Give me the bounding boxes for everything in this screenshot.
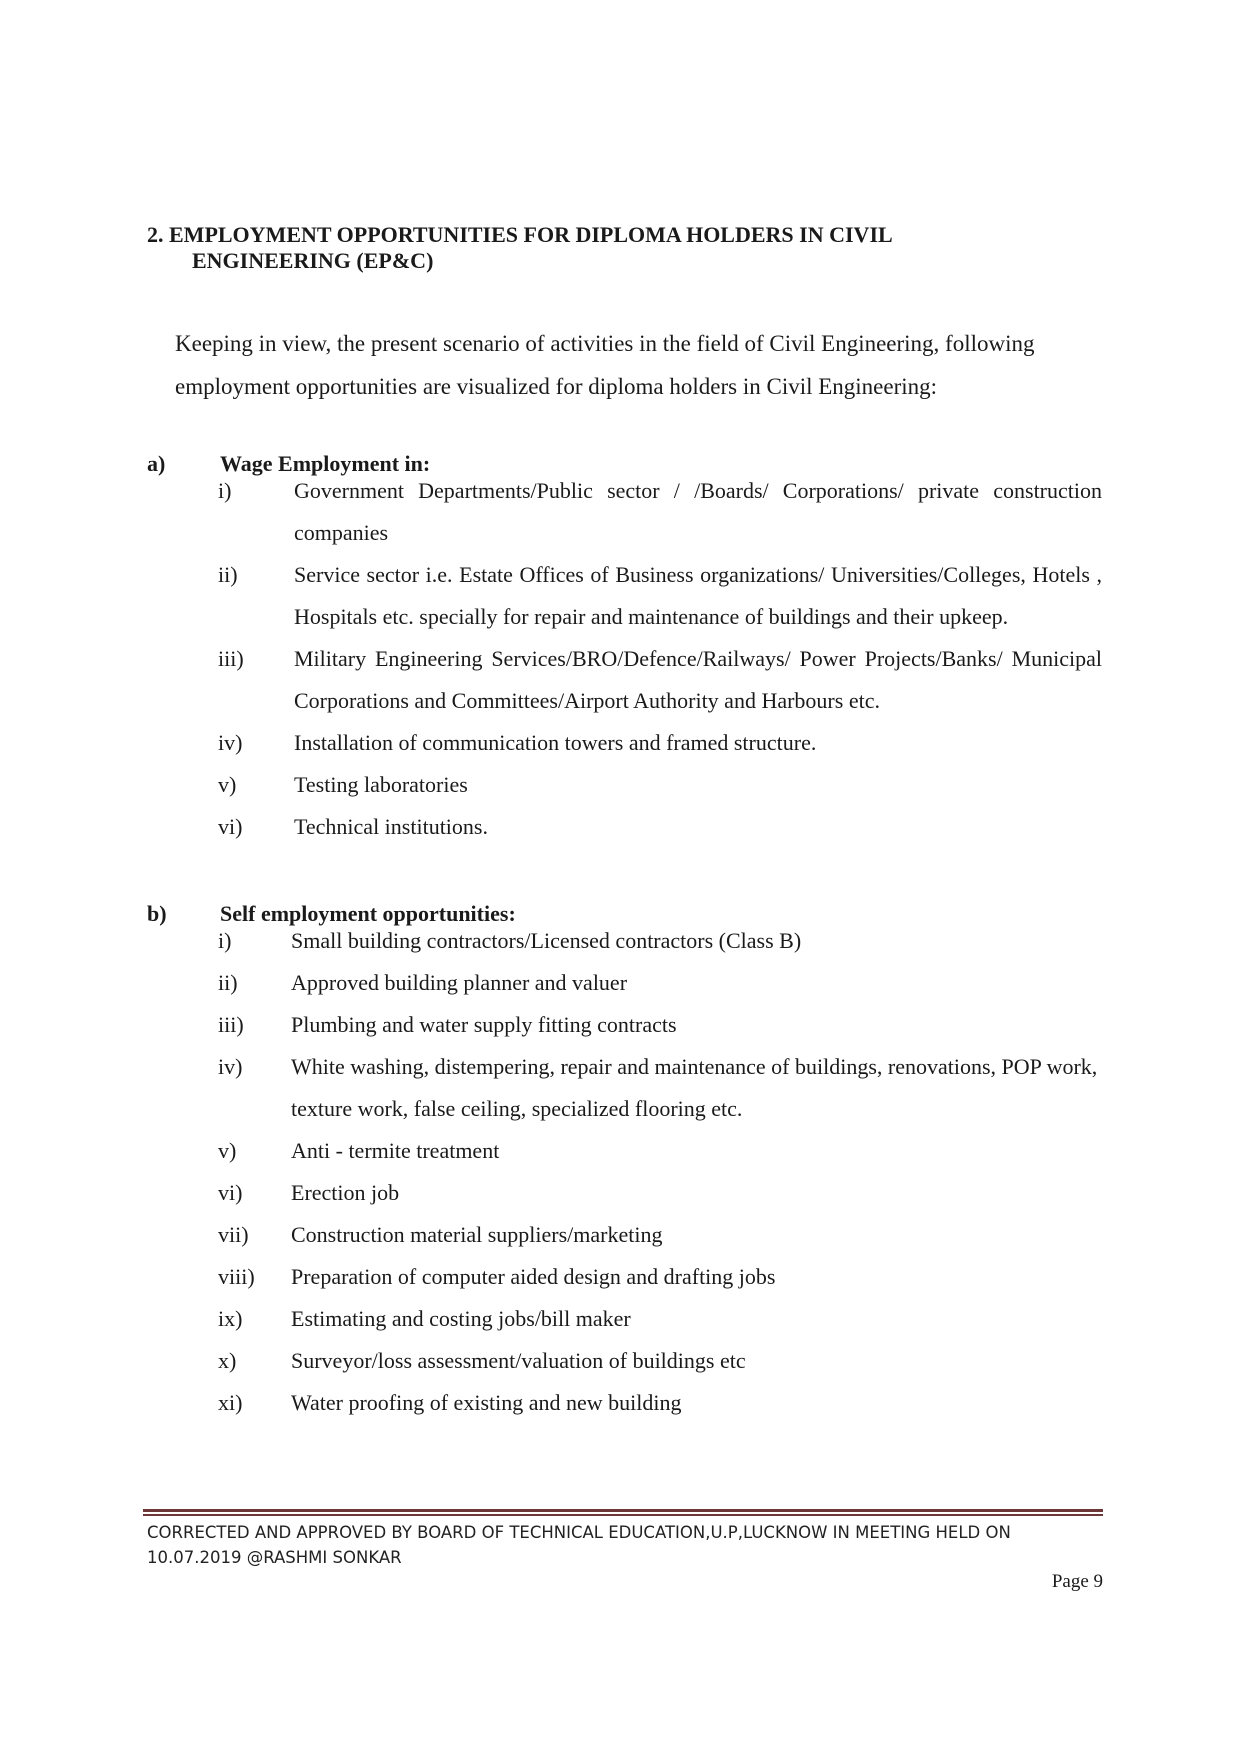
list-item-text: Testing laboratories [294, 772, 468, 797]
list-item [218, 1130, 1102, 1172]
list-item-text: Technical institutions. [294, 814, 488, 839]
list-item [218, 722, 1102, 764]
list-item [218, 920, 1102, 962]
list-item-text: Surveyor/loss assessment/valuation of buildings etc [291, 1348, 746, 1373]
list-item-number: ix) [218, 1306, 243, 1331]
list-item-text: Construction material suppliers/marketing [291, 1222, 663, 1247]
list-item-number: i) [218, 478, 232, 503]
footer-divider [143, 1509, 1103, 1517]
list-item [218, 1340, 1102, 1382]
footer-note [147, 1520, 1107, 1570]
list-item-text: Military Engineering Services/BRO/Defence/Railways/ Power Projects/Banks/ Municipal Corporations and Committees/Airport Authority and Harbours etc. [294, 646, 1102, 713]
intro-paragraph: Keeping in view, the present scenario of activities in the field of Civil Engineering, following employment opportunities are visualized for diploma holders in Civil Engineering: [175, 331, 1035, 399]
section-a-letter: a) [147, 451, 166, 476]
list-item-number: vi) [218, 814, 243, 839]
list-item-text: Estimating and costing jobs/bill maker [291, 1306, 631, 1331]
list-item-text: Water proofing of existing and new building [291, 1390, 682, 1415]
list-item-number: x) [218, 1348, 237, 1373]
list-item [218, 1298, 1102, 1340]
list-item-number: iii) [218, 1012, 244, 1037]
list-item-text: Installation of communication towers and framed structure. [294, 730, 817, 755]
list-item-number: v) [218, 772, 237, 797]
footer-divider-thick [143, 1509, 1103, 1512]
list-item-number: vi) [218, 1180, 243, 1205]
list-item-text: Anti - termite treatment [291, 1138, 500, 1163]
list-item-text: Plumbing and water supply fitting contracts [291, 1012, 677, 1037]
section-heading-line-2: ENGINEERING (EP&C) [192, 248, 434, 273]
list-item [218, 962, 1102, 1004]
list-item-text: Government Departments/Public sector / /Boards/ Corporations/ private construction companies [294, 478, 1102, 545]
list-item-number: vii) [218, 1222, 249, 1247]
list-item [218, 1046, 1102, 1130]
list-item [218, 638, 1102, 722]
self-employment-list [218, 920, 1102, 1424]
footer-line-1: CORRECTED AND APPROVED BY BOARD OF TECHNICAL EDUCATION,U.P,LUCKNOW IN MEETING HELD ON [147, 1523, 1011, 1542]
list-item [218, 1004, 1102, 1046]
list-item-text: White washing, distempering, repair and maintenance of buildings, renovations, POP work, texture work, false ceiling, specialized flooring etc. [291, 1054, 1098, 1121]
list-item [218, 1214, 1102, 1256]
list-item-text: Preparation of computer aided design and drafting jobs [291, 1264, 776, 1289]
list-item [218, 1172, 1102, 1214]
section-heading [147, 222, 1047, 274]
list-item-text: Service sector i.e. Estate Offices of Business organizations/ Universities/Colleges, Hotels , Hospitals etc. specially for repair and maintenance of buildings and their upkeep. [294, 562, 1102, 629]
list-item-number: iv) [218, 1054, 243, 1079]
list-item [218, 470, 1102, 554]
list-item-number: viii) [218, 1264, 255, 1289]
section-b-title: Self employment opportunities: [220, 901, 516, 926]
section-b-letter: b) [147, 901, 167, 926]
wage-employment-list [218, 470, 1102, 848]
list-item-number: ii) [218, 562, 238, 587]
list-item [218, 1256, 1102, 1298]
list-item-text: Approved building planner and valuer [291, 970, 628, 995]
section-heading-line-1: 2. EMPLOYMENT OPPORTUNITIES FOR DIPLOMA HOLDERS IN CIVIL [147, 222, 893, 247]
list-item [218, 764, 1102, 806]
list-item-number: iii) [218, 646, 244, 671]
list-item-number: v) [218, 1138, 237, 1163]
section-a-title: Wage Employment in: [220, 451, 431, 476]
list-item [218, 1382, 1102, 1424]
page-number: Page 9 [1051, 1571, 1103, 1592]
list-item [218, 554, 1102, 638]
list-item-text: Erection job [291, 1180, 400, 1205]
list-item [218, 806, 1102, 848]
list-item-number: ii) [218, 970, 238, 995]
list-item-number: i) [218, 928, 232, 953]
list-item-number: xi) [218, 1390, 243, 1415]
footer-divider-thin [143, 1514, 1103, 1516]
list-item-text: Small building contractors/Licensed contractors (Class B) [291, 928, 802, 953]
footer-line-2: 10.07.2019 @RASHMI SONKAR [147, 1548, 402, 1567]
list-item-number: iv) [218, 730, 243, 755]
